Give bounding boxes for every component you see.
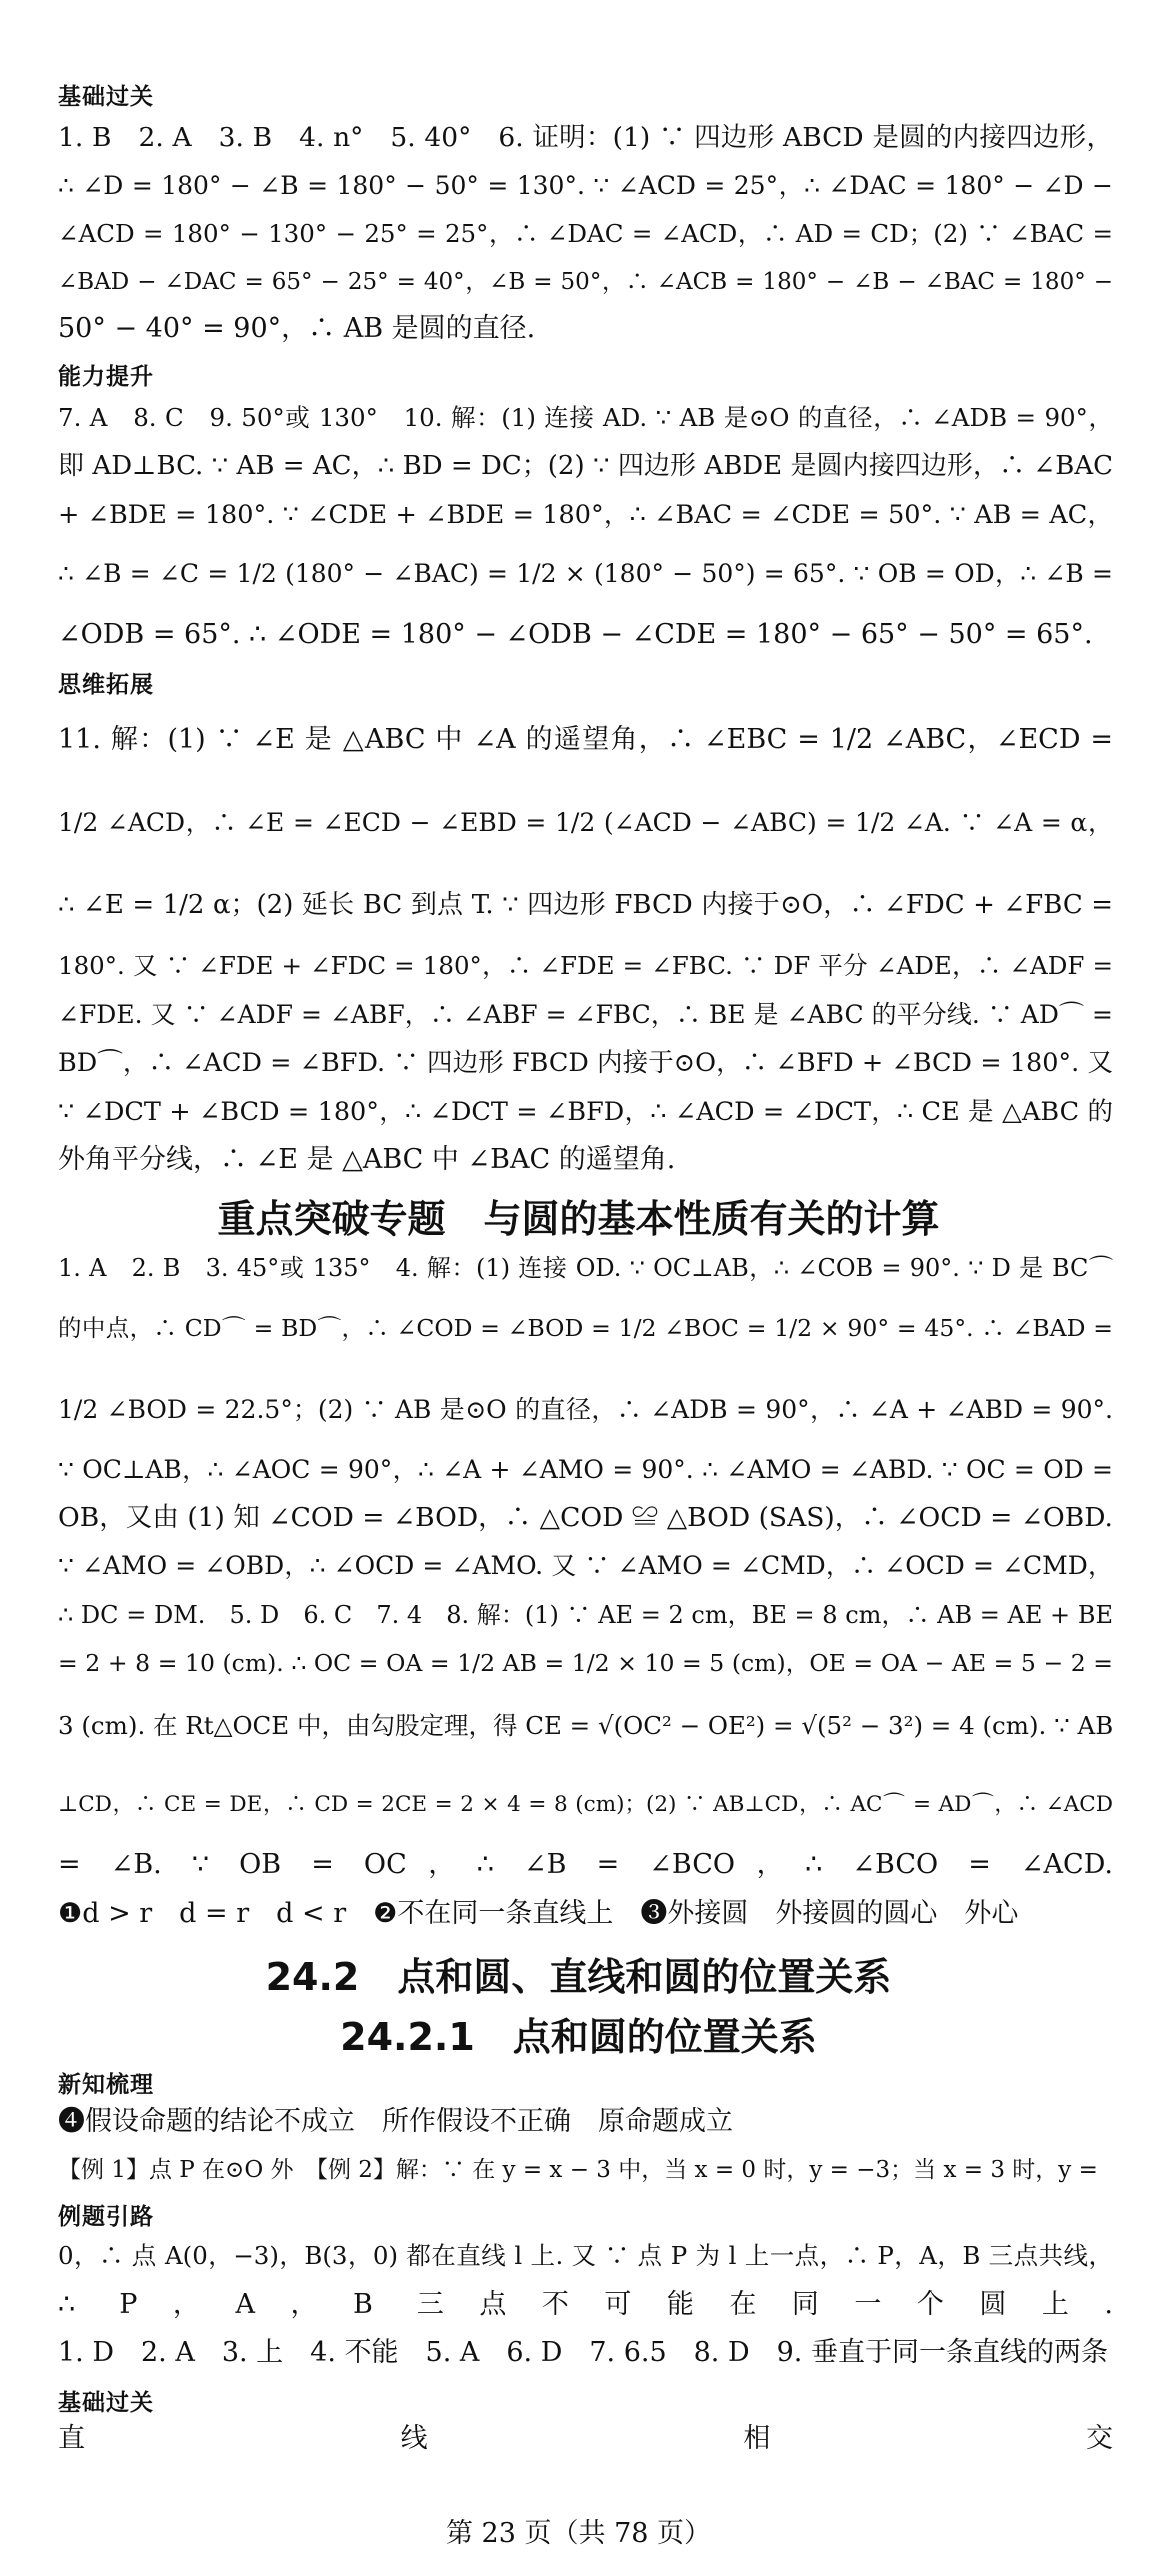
- text-line: 180°. 又 ∵ ∠FDE + ∠FDC = 180°，∴ ∠FDE = ∠FBC. ∵ DF 平分 ∠ADE，∴ ∠ADF =: [58, 951, 1113, 980]
- section-heading-basic: 基础过关: [58, 84, 154, 110]
- section-heading-examples: 例题引路: [58, 2204, 154, 2230]
- section-heading-new-knowledge: 新知梳理: [58, 2072, 154, 2098]
- text-line: ∴ P，A，B 三点不可能在同一个圆上.: [58, 2289, 1113, 2320]
- text-line: ∴ ∠D = 180° − ∠B = 180° − 50° = 130°. ∵ ∠ACD = 25°，∴ ∠DAC = 180° − ∠D −: [58, 171, 1113, 200]
- text-line: BD⌒，∴ ∠ACD = ∠BFD. ∵ 四边形 FBCD 内接于⊙O，∴ ∠BFD + ∠BCD = 180°. 又: [58, 1048, 1113, 1078]
- text-line: ∠FDE. 又 ∵ ∠ADF = ∠ABF，∴ ∠ABF = ∠FBC，∴ BE 是 ∠ABC 的平分线. ∵ AD⌒ =: [58, 1000, 1113, 1029]
- text-line: ∴ ∠E = 1/2 α；(2) 延长 BC 到点 T. ∵ 四边形 FBCD 内接于⊙O，∴ ∠FDC + ∠FBC =: [58, 890, 1113, 920]
- text-line: 的中点，∴ CD⌒ = BD⌒，∴ ∠COD = ∠BOD = 1/2 ∠BOC = 1/2 × 90° = 45°. ∴ ∠BAD =: [58, 1314, 1113, 1342]
- text-line: 1. D 2. A 3. 上 4. 不能 5. A 6. D 7. 6.5 8. D 9. 垂直于同一条直线的两条: [58, 2337, 1108, 2368]
- text-line: 3 (cm). 在 Rt△OCE 中，由勾股定理，得 CE = √(OC² − OE²) = √(5² − 3²) = 4 (cm). ∵ AB: [58, 1711, 1114, 1740]
- page-footer: 第 23 页（共 78 页）: [445, 2518, 712, 2549]
- text-line: 1/2 ∠BOD = 22.5°；(2) ∵ AB 是⊙O 的直径，∴ ∠ADB = 90°，∴ ∠A + ∠ABD = 90°.: [58, 1395, 1113, 1424]
- text-line: ❹假设命题的结论不成立 所作假设不正确 原命题成立: [58, 2106, 733, 2137]
- text-line: = ∠B. ∵ OB = OC，∴ ∠B = ∠BCO，∴ ∠BCO = ∠ACD.: [58, 1849, 1113, 1880]
- text-line: + ∠BDE = 180°. ∵ ∠CDE + ∠BDE = 180°，∴ ∠BAC = ∠CDE = 50°. ∵ AB = AC，: [58, 500, 1113, 530]
- section-heading-basic-2: 基础过关: [58, 2390, 154, 2416]
- text-line: ∵ ∠DCT + ∠BCD = 180°，∴ ∠DCT = ∠BFD，∴ ∠ACD = ∠DCT，∴ CE 是 △ABC 的: [58, 1097, 1113, 1127]
- text-line: ∠ACD = 180° − 130° − 25° = 25°，∴ ∠DAC = ∠ACD，∴ AD = CD；(2) ∵ ∠BAC =: [58, 219, 1113, 248]
- text-line: 7. A 8. C 9. 50°或 130° 10. 解：(1) 连接 AD. ∵ AB 是⊙O 的直径，∴ ∠ADB = 90°，: [58, 403, 1113, 432]
- text-line: 1. B 2. A 3. B 4. n° 5. 40° 6. 证明：(1) ∵ 四边形 ABCD 是圆的内接四边形，: [58, 122, 1113, 153]
- text-line: 50° − 40° = 90°，∴ AB 是圆的直径.: [58, 313, 536, 344]
- text-line: ⊥CD，∴ CE = DE，∴ CD = 2CE = 2 × 4 = 8 (cm)；(2) ∵ AB⊥CD，∴ AC⌒ = AD⌒，∴ ∠ACD: [58, 1792, 1113, 1817]
- section-heading-thinking: 思维拓展: [58, 672, 154, 698]
- text-line: 0，∴ 点 A(0，−3)，B(3，0) 都在直线 l 上. 又 ∵ 点 P 为 l 上一点，∴ P，A，B 三点共线，: [58, 2241, 1113, 2270]
- text-line: 1. A 2. B 3. 45°或 135° 4. 解：(1) 连接 OD. ∵ OC⊥AB，∴ ∠COB = 90°. ∵ D 是 BC⌒: [58, 1254, 1113, 1282]
- text-line: ∴ DC = DM. 5. D 6. C 7. 4 8. 解：(1) ∵ AE = 2 cm，BE = 8 cm，∴ AB = AE + BE: [58, 1601, 1113, 1629]
- text-line: 外角平分线，∴ ∠E 是 △ABC 中 ∠BAC 的遥望角.: [58, 1144, 676, 1175]
- text-line: = 2 + 8 = 10 (cm). ∴ OC = OA = 1/2 AB = 1/2 × 10 = 5 (cm)，OE = OA − AE = 5 − 2 =: [58, 1649, 1113, 1677]
- text-line: 即 AD⊥BC. ∵ AB = AC，∴ BD = DC；(2) ∵ 四边形 ABDE 是圆内接四边形，∴ ∠BAC: [58, 451, 1113, 481]
- text-line: ∴ ∠B = ∠C = 1/2 (180° − ∠BAC) = 1/2 × (180° − 50°) = 65°. ∵ OB = OD，∴ ∠B =: [58, 559, 1113, 588]
- text-line: ∠BAD − ∠DAC = 65° − 25° = 40°，∠B = 50°，∴ ∠ACB = 180° − ∠B − ∠BAC = 180° −: [58, 269, 1113, 295]
- text-line: ∵ ∠AMO = ∠OBD，∴ ∠OCD = ∠AMO. 又 ∵ ∠AMO = ∠CMD，∴ ∠OCD = ∠CMD，: [58, 1551, 1113, 1580]
- text-line: 【例 1】点 P 在⊙O 外 【例 2】解：∵ 在 y = x − 3 中，当 x = 0 时，y = −3；当 x = 3 时，y =: [58, 2157, 1098, 2183]
- text-line: 1/2 ∠ACD，∴ ∠E = ∠ECD − ∠EBD = 1/2 (∠ACD − ∠ABC) = 1/2 ∠A. ∵ ∠A = α，: [58, 808, 1113, 837]
- text-line: ❶d > r d = r d < r ❷不在同一条直线上 ❸外接圆 外接圆的圆心 外心: [58, 1898, 1019, 1929]
- text-line: ∵ OC⊥AB，∴ ∠AOC = 90°，∴ ∠A + ∠AMO = 90°. ∴ ∠AMO = ∠ABD. ∵ OC = OD =: [58, 1455, 1113, 1484]
- text-line: 直线相交: [58, 2423, 1113, 2454]
- subsection-title: 24.2.1 点和圆的位置关系: [340, 2015, 817, 2059]
- section-heading-ability: 能力提升: [58, 364, 154, 390]
- text-line: OB，又由 (1) 知 ∠COD = ∠BOD，∴ △COD ≌ △BOD (SAS)，∴ ∠OCD = ∠OBD.: [58, 1502, 1113, 1533]
- special-topic-title: 重点突破专题 与圆的基本性质有关的计算: [217, 1197, 940, 1241]
- text-line: ∠ODB = 65°. ∴ ∠ODE = 180° − ∠ODB − ∠CDE = 180° − 65° − 50° = 65°.: [58, 619, 1093, 650]
- text-line: 11. 解：(1) ∵ ∠E 是 △ABC 中 ∠A 的遥望角，∴ ∠EBC = 1/2 ∠ABC，∠ECD =: [58, 724, 1113, 755]
- chapter-title: 24.2 点和圆、直线和圆的位置关系: [265, 1955, 892, 1999]
